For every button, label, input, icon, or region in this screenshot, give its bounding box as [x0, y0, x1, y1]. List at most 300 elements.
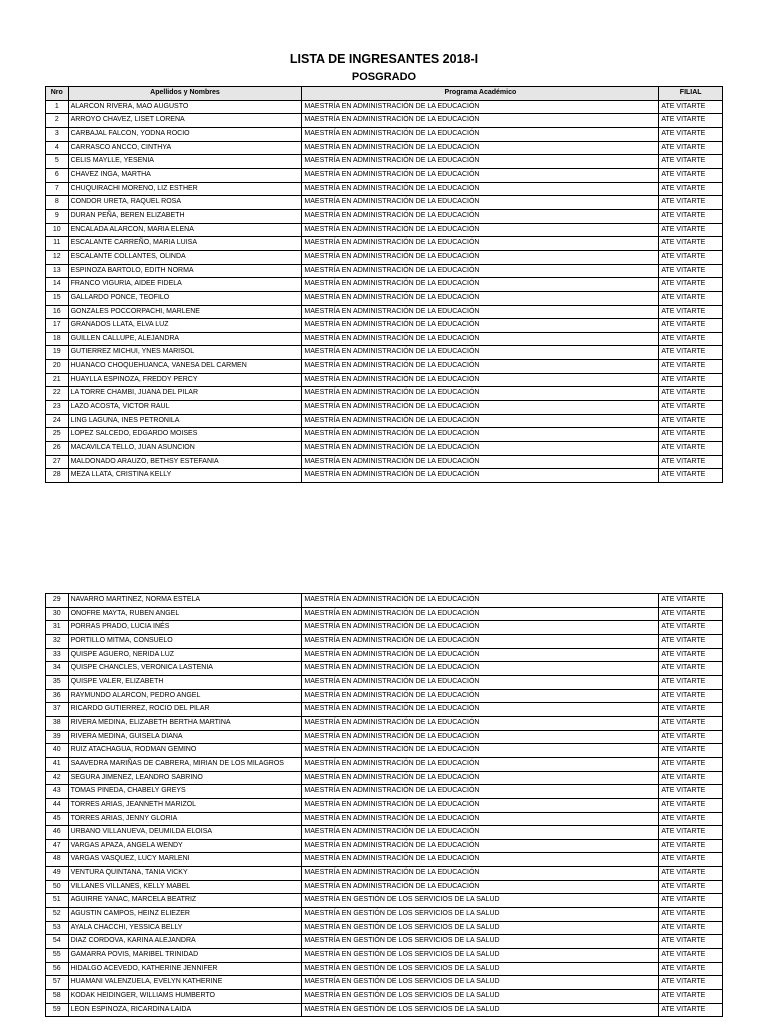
cell-filial: ATE VITARTE	[659, 168, 723, 182]
cell-nro: 4	[46, 141, 69, 155]
cell-nro: 49	[46, 867, 69, 881]
applicants-table-part-1	[45, 86, 723, 483]
table-row	[46, 428, 723, 442]
cell-program: MAESTRÍA EN ADMINISTRACIÓN DE LA EDUCACIÓN	[302, 401, 659, 415]
cell-program: MAESTRÍA EN ADMINISTRACIÓN DE LA EDUCACIÓN	[302, 428, 659, 442]
table-row	[46, 976, 723, 990]
column-header-filial: FILIAL	[659, 87, 723, 101]
cell-nro: 48	[46, 853, 69, 867]
cell-name: GUILLEN CALLUPE, ALEJANDRA	[68, 332, 302, 346]
cell-filial: ATE VITARTE	[659, 114, 723, 128]
cell-nro: 56	[46, 962, 69, 976]
cell-program: MAESTRÍA EN ADMINISTRACIÓN DE LA EDUCACIÓN	[302, 621, 659, 635]
cell-nro: 46	[46, 826, 69, 840]
cell-program: MAESTRÍA EN ADMINISTRACIÓN DE LA EDUCACIÓN	[302, 812, 659, 826]
cell-program: MAESTRÍA EN GESTIÓN DE LOS SERVICIOS DE LA SALUD	[302, 962, 659, 976]
cell-nro: 26	[46, 442, 69, 456]
cell-nro: 13	[46, 264, 69, 278]
cell-filial: ATE VITARTE	[659, 785, 723, 799]
cell-filial: ATE VITARTE	[659, 100, 723, 114]
table-row	[46, 648, 723, 662]
table-row	[46, 921, 723, 935]
cell-name: LING LAGUNA, INES PETRONILA	[68, 414, 302, 428]
cell-name: MACAVILCA TELLO, JUAN ASUNCION	[68, 442, 302, 456]
cell-nro: 8	[46, 196, 69, 210]
cell-nro: 10	[46, 223, 69, 237]
cell-name: QUISPE AGUERO, NERIDA LUZ	[68, 648, 302, 662]
cell-name: LAZO ACOSTA, VICTOR RAUL	[68, 401, 302, 415]
cell-filial: ATE VITARTE	[659, 594, 723, 608]
cell-nro: 40	[46, 744, 69, 758]
cell-name: SAAVEDRA MARIÑAS DE CABRERA, MIRIAN DE LOS MILAGROS	[68, 757, 302, 771]
cell-nro: 32	[46, 634, 69, 648]
cell-name: LOPEZ SALCEDO, EDGARDO MOISES	[68, 428, 302, 442]
cell-name: CARBAJAL FALCON, YODNA ROCIO	[68, 127, 302, 141]
cell-filial: ATE VITARTE	[659, 155, 723, 169]
cell-nro: 20	[46, 360, 69, 374]
cell-program: MAESTRÍA EN ADMINISTRACIÓN DE LA EDUCACIÓN	[302, 414, 659, 428]
table-row	[46, 990, 723, 1004]
cell-nro: 24	[46, 414, 69, 428]
cell-name: CHUQUIRACHI MORENO, LIZ ESTHER	[68, 182, 302, 196]
table-row	[46, 346, 723, 360]
cell-nro: 9	[46, 209, 69, 223]
cell-name: ESPINOZA BARTOLO, EDITH NORMA	[68, 264, 302, 278]
cell-name: RIVERA MEDINA, GUISELA DIANA	[68, 730, 302, 744]
cell-nro: 30	[46, 607, 69, 621]
cell-program: MAESTRÍA EN GESTIÓN DE LOS SERVICIOS DE LA SALUD	[302, 949, 659, 963]
cell-nro: 43	[46, 785, 69, 799]
table-row	[46, 880, 723, 894]
table-row	[46, 730, 723, 744]
cell-filial: ATE VITARTE	[659, 223, 723, 237]
cell-filial: ATE VITARTE	[659, 894, 723, 908]
table-row	[46, 373, 723, 387]
cell-program: MAESTRÍA EN GESTIÓN DE LOS SERVICIOS DE LA SALUD	[302, 935, 659, 949]
cell-program: MAESTRÍA EN ADMINISTRACIÓN DE LA EDUCACIÓN	[302, 141, 659, 155]
cell-name: LEON ESPINOZA, RICARDINA LAIDA	[68, 1003, 302, 1017]
cell-program: MAESTRÍA EN ADMINISTRACIÓN DE LA EDUCACIÓN	[302, 853, 659, 867]
cell-name: QUISPE CHANCLES, VERONICA LASTENIA	[68, 662, 302, 676]
cell-nro: 54	[46, 935, 69, 949]
cell-program: MAESTRÍA EN ADMINISTRACIÓN DE LA EDUCACIÓN	[302, 867, 659, 881]
cell-program: MAESTRÍA EN ADMINISTRACIÓN DE LA EDUCACIÓN	[302, 648, 659, 662]
table-row	[46, 387, 723, 401]
table-row	[46, 703, 723, 717]
cell-program: MAESTRÍA EN ADMINISTRACIÓN DE LA EDUCACIÓN	[302, 182, 659, 196]
cell-program: MAESTRÍA EN ADMINISTRACIÓN DE LA EDUCACIÓN	[302, 223, 659, 237]
cell-name: RIVERA MEDINA, ELIZABETH BERTHA MARTINA	[68, 716, 302, 730]
cell-filial: ATE VITARTE	[659, 332, 723, 346]
cell-filial: ATE VITARTE	[659, 880, 723, 894]
table-row	[46, 155, 723, 169]
cell-program: MAESTRÍA EN ADMINISTRACIÓN DE LA EDUCACIÓN	[302, 291, 659, 305]
cell-nro: 1	[46, 100, 69, 114]
table-row	[46, 935, 723, 949]
cell-filial: ATE VITARTE	[659, 949, 723, 963]
cell-filial: ATE VITARTE	[659, 703, 723, 717]
table-row	[46, 250, 723, 264]
cell-program: MAESTRÍA EN ADMINISTRACIÓN DE LA EDUCACIÓN	[302, 730, 659, 744]
cell-nro: 7	[46, 182, 69, 196]
cell-name: GALLARDO PONCE, TEOFILO	[68, 291, 302, 305]
cell-name: VARGAS APAZA, ANGELA WENDY	[68, 839, 302, 853]
table-row	[46, 127, 723, 141]
cell-name: SEGURA JIMENEZ, LEANDRO SABRINO	[68, 771, 302, 785]
cell-filial: ATE VITARTE	[659, 373, 723, 387]
cell-filial: ATE VITARTE	[659, 250, 723, 264]
cell-nro: 45	[46, 812, 69, 826]
table-row	[46, 962, 723, 976]
cell-name: MALDONADO ARAUZO, BETHSY ESTEFANIA	[68, 455, 302, 469]
table-row	[46, 319, 723, 333]
table-row	[46, 662, 723, 676]
cell-name: RICARDO GUTIERREZ, ROCIO DEL PILAR	[68, 703, 302, 717]
cell-nro: 27	[46, 455, 69, 469]
cell-name: CARRASCO ANCCO, CINTHYA	[68, 141, 302, 155]
cell-program: MAESTRÍA EN GESTIÓN DE LOS SERVICIOS DE LA SALUD	[302, 976, 659, 990]
table-body	[46, 594, 723, 1017]
cell-program: MAESTRÍA EN ADMINISTRACIÓN DE LA EDUCACIÓN	[302, 689, 659, 703]
cell-filial: ATE VITARTE	[659, 182, 723, 196]
cell-filial: ATE VITARTE	[659, 812, 723, 826]
table-row	[46, 689, 723, 703]
cell-nro: 34	[46, 662, 69, 676]
cell-name: DIAZ CORDOVA, KARINA ALEJANDRA	[68, 935, 302, 949]
cell-program: MAESTRÍA EN ADMINISTRACIÓN DE LA EDUCACIÓN	[302, 305, 659, 319]
table-row	[46, 853, 723, 867]
cell-filial: ATE VITARTE	[659, 908, 723, 922]
cell-nro: 28	[46, 469, 69, 483]
table-row	[46, 141, 723, 155]
table-row	[46, 332, 723, 346]
cell-filial: ATE VITARTE	[659, 867, 723, 881]
cell-name: GONZALES POCCORPACHI, MARLENE	[68, 305, 302, 319]
cell-nro: 15	[46, 291, 69, 305]
cell-program: MAESTRÍA EN ADMINISTRACIÓN DE LA EDUCACIÓN	[302, 100, 659, 114]
cell-name: AGUIRRE YANAC, MARCELA BEATRIZ	[68, 894, 302, 908]
cell-nro: 39	[46, 730, 69, 744]
cell-program: MAESTRÍA EN GESTIÓN DE LOS SERVICIOS DE LA SALUD	[302, 990, 659, 1004]
cell-program: MAESTRÍA EN ADMINISTRACIÓN DE LA EDUCACIÓN	[302, 319, 659, 333]
cell-name: VILLANES VILLANES, KELLY MABEL	[68, 880, 302, 894]
cell-filial: ATE VITARTE	[659, 141, 723, 155]
table-row	[46, 414, 723, 428]
cell-name: GUTIERREZ MICHUI, YNES MARISOL	[68, 346, 302, 360]
cell-program: MAESTRÍA EN ADMINISTRACIÓN DE LA EDUCACIÓN	[302, 703, 659, 717]
table-row	[46, 894, 723, 908]
cell-name: ESCALANTE COLLANTES, OLINDA	[68, 250, 302, 264]
cell-name: RUIZ ATACHAGUA, RODMAN GEMINO	[68, 744, 302, 758]
table-row	[46, 634, 723, 648]
cell-nro: 19	[46, 346, 69, 360]
cell-filial: ATE VITARTE	[659, 305, 723, 319]
cell-nro: 58	[46, 990, 69, 1004]
table-row	[46, 223, 723, 237]
cell-filial: ATE VITARTE	[659, 757, 723, 771]
column-header-nro: Nro	[46, 87, 69, 101]
cell-program: MAESTRÍA EN ADMINISTRACIÓN DE LA EDUCACIÓN	[302, 771, 659, 785]
table-row	[46, 209, 723, 223]
cell-program: MAESTRÍA EN ADMINISTRACIÓN DE LA EDUCACIÓN	[302, 387, 659, 401]
cell-program: MAESTRÍA EN ADMINISTRACIÓN DE LA EDUCACIÓN	[302, 209, 659, 223]
cell-nro: 31	[46, 621, 69, 635]
table-row	[46, 100, 723, 114]
table-row	[46, 839, 723, 853]
page-subtitle: POSGRADO	[351, 71, 417, 83]
cell-nro: 42	[46, 771, 69, 785]
cell-program: MAESTRÍA EN ADMINISTRACIÓN DE LA EDUCACIÓN	[302, 607, 659, 621]
cell-nro: 52	[46, 908, 69, 922]
cell-program: MAESTRÍA EN ADMINISTRACIÓN DE LA EDUCACIÓN	[302, 442, 659, 456]
cell-program: MAESTRÍA EN ADMINISTRACIÓN DE LA EDUCACIÓN	[302, 196, 659, 210]
cell-filial: ATE VITARTE	[659, 689, 723, 703]
table-row	[46, 594, 723, 608]
cell-filial: ATE VITARTE	[659, 196, 723, 210]
cell-filial: ATE VITARTE	[659, 716, 723, 730]
page-title: LISTA DE INGRESANTES 2018-I	[289, 52, 479, 66]
cell-name: ALARCON RIVERA, MAO AUGUSTO	[68, 100, 302, 114]
table-row	[46, 401, 723, 415]
cell-program: MAESTRÍA EN ADMINISTRACIÓN DE LA EDUCACIÓN	[302, 373, 659, 387]
cell-program: MAESTRÍA EN ADMINISTRACIÓN DE LA EDUCACIÓN	[302, 114, 659, 128]
cell-filial: ATE VITARTE	[659, 621, 723, 635]
table-row	[46, 114, 723, 128]
cell-nro: 53	[46, 921, 69, 935]
table-row	[46, 716, 723, 730]
cell-name: LA TORRE CHAMBI, JUANA DEL PILAR	[68, 387, 302, 401]
table-row	[46, 826, 723, 840]
cell-program: MAESTRÍA EN ADMINISTRACIÓN DE LA EDUCACIÓN	[302, 346, 659, 360]
table-row	[46, 607, 723, 621]
cell-filial: ATE VITARTE	[659, 921, 723, 935]
cell-name: AYALA CHACCHI, YESSICA BELLY	[68, 921, 302, 935]
cell-filial: ATE VITARTE	[659, 675, 723, 689]
table-row	[46, 812, 723, 826]
cell-program: MAESTRÍA EN ADMINISTRACIÓN DE LA EDUCACIÓN	[302, 594, 659, 608]
cell-program: MAESTRÍA EN ADMINISTRACIÓN DE LA EDUCACIÓN	[302, 155, 659, 169]
table-row	[46, 621, 723, 635]
table-row	[46, 757, 723, 771]
cell-name: ARROYO CHAVEZ, LISET LORENA	[68, 114, 302, 128]
cell-name: FRANCO VIGURIA, AIDEE FIDELA	[68, 278, 302, 292]
cell-name: TORRES ARIAS, JEANNETH MARIZOL	[68, 798, 302, 812]
cell-filial: ATE VITARTE	[659, 237, 723, 251]
cell-program: MAESTRÍA EN ADMINISTRACIÓN DE LA EDUCACIÓN	[302, 675, 659, 689]
cell-nro: 41	[46, 757, 69, 771]
cell-program: MAESTRÍA EN ADMINISTRACIÓN DE LA EDUCACIÓN	[302, 798, 659, 812]
cell-filial: ATE VITARTE	[659, 662, 723, 676]
cell-program: MAESTRÍA EN ADMINISTRACIÓN DE LA EDUCACIÓN	[302, 744, 659, 758]
cell-nro: 44	[46, 798, 69, 812]
table-row	[46, 744, 723, 758]
cell-program: MAESTRÍA EN ADMINISTRACIÓN DE LA EDUCACIÓN	[302, 127, 659, 141]
table-row	[46, 305, 723, 319]
cell-name: GAMARRA POVIS, MARIBEL TRINIDAD	[68, 949, 302, 963]
cell-nro: 14	[46, 278, 69, 292]
table-row	[46, 196, 723, 210]
cell-filial: ATE VITARTE	[659, 469, 723, 483]
cell-nro: 37	[46, 703, 69, 717]
cell-name: NAVARRO MARTINEZ, NORMA ESTELA	[68, 594, 302, 608]
cell-filial: ATE VITARTE	[659, 291, 723, 305]
table-row	[46, 291, 723, 305]
cell-name: AGUSTIN CAMPOS, HEINZ ELIEZER	[68, 908, 302, 922]
table-header-row	[46, 87, 723, 101]
cell-filial: ATE VITARTE	[659, 744, 723, 758]
cell-filial: ATE VITARTE	[659, 976, 723, 990]
cell-nro: 38	[46, 716, 69, 730]
cell-name: TORRES ARIAS, JENNY GLORIA	[68, 812, 302, 826]
table-row	[46, 360, 723, 374]
cell-program: MAESTRÍA EN ADMINISTRACIÓN DE LA EDUCACIÓN	[302, 662, 659, 676]
cell-filial: ATE VITARTE	[659, 209, 723, 223]
applicants-table-part-2	[45, 593, 723, 1017]
cell-program: MAESTRÍA EN ADMINISTRACIÓN DE LA EDUCACIÓN	[302, 839, 659, 853]
cell-filial: ATE VITARTE	[659, 428, 723, 442]
table-row	[46, 675, 723, 689]
cell-filial: ATE VITARTE	[659, 607, 723, 621]
cell-nro: 59	[46, 1003, 69, 1017]
cell-program: MAESTRÍA EN ADMINISTRACIÓN DE LA EDUCACIÓN	[302, 278, 659, 292]
table-row	[46, 867, 723, 881]
cell-nro: 50	[46, 880, 69, 894]
cell-program: MAESTRÍA EN ADMINISTRACIÓN DE LA EDUCACIÓN	[302, 716, 659, 730]
cell-name: GRANADOS LLATA, ELVA LUZ	[68, 319, 302, 333]
column-header-name: Apellidos y Nombres	[68, 87, 302, 101]
cell-nro: 33	[46, 648, 69, 662]
cell-filial: ATE VITARTE	[659, 826, 723, 840]
cell-nro: 55	[46, 949, 69, 963]
cell-nro: 5	[46, 155, 69, 169]
cell-program: MAESTRÍA EN ADMINISTRACIÓN DE LA EDUCACIÓN	[302, 455, 659, 469]
cell-program: MAESTRÍA EN GESTIÓN DE LOS SERVICIOS DE LA SALUD	[302, 921, 659, 935]
cell-name: HUAYLLA ESPINOZA, FREDDY PERCY	[68, 373, 302, 387]
cell-name: RAYMUNDO ALARCON, PEDRO ANGEL	[68, 689, 302, 703]
cell-filial: ATE VITARTE	[659, 455, 723, 469]
table-row	[46, 442, 723, 456]
cell-nro: 3	[46, 127, 69, 141]
table-row	[46, 771, 723, 785]
cell-nro: 11	[46, 237, 69, 251]
table-body	[46, 100, 723, 482]
cell-name: ENCALADA ALARCON, MARIA ELENA	[68, 223, 302, 237]
cell-name: HIDALGO ACEVEDO, KATHERINE JENNIFER	[68, 962, 302, 976]
cell-name: HUANACO CHOQUEHUANCA, VANESA DEL CARMEN	[68, 360, 302, 374]
cell-filial: ATE VITARTE	[659, 935, 723, 949]
cell-name: KODAK HEIDINGER, WILLIAMS HUMBERTO	[68, 990, 302, 1004]
table-row	[46, 278, 723, 292]
cell-program: MAESTRÍA EN GESTIÓN DE LOS SERVICIOS DE LA SALUD	[302, 894, 659, 908]
cell-nro: 25	[46, 428, 69, 442]
cell-nro: 51	[46, 894, 69, 908]
cell-filial: ATE VITARTE	[659, 839, 723, 853]
cell-filial: ATE VITARTE	[659, 962, 723, 976]
cell-filial: ATE VITARTE	[659, 990, 723, 1004]
cell-name: PORRAS PRADO, LUCIA INÉS	[68, 621, 302, 635]
cell-filial: ATE VITARTE	[659, 127, 723, 141]
cell-name: URBANO VILLANUEVA, DEUMILDA ELOISA	[68, 826, 302, 840]
cell-filial: ATE VITARTE	[659, 264, 723, 278]
cell-program: MAESTRÍA EN ADMINISTRACIÓN DE LA EDUCACIÓN	[302, 826, 659, 840]
cell-name: ESCALANTE CARREÑO, MARIA LUISA	[68, 237, 302, 251]
cell-nro: 6	[46, 168, 69, 182]
cell-program: MAESTRÍA EN ADMINISTRACIÓN DE LA EDUCACIÓN	[302, 360, 659, 374]
table-row	[46, 908, 723, 922]
cell-nro: 2	[46, 114, 69, 128]
cell-nro: 36	[46, 689, 69, 703]
table-row	[46, 455, 723, 469]
cell-nro: 57	[46, 976, 69, 990]
cell-filial: ATE VITARTE	[659, 730, 723, 744]
cell-nro: 29	[46, 594, 69, 608]
table-row	[46, 469, 723, 483]
cell-filial: ATE VITARTE	[659, 853, 723, 867]
cell-program: MAESTRÍA EN ADMINISTRACIÓN DE LA EDUCACIÓN	[302, 250, 659, 264]
cell-program: MAESTRÍA EN ADMINISTRACIÓN DE LA EDUCACIÓN	[302, 332, 659, 346]
cell-name: CELIS MAYLLE, YESENIA	[68, 155, 302, 169]
cell-name: TOMAS PINEDA, CHABELY GREYS	[68, 785, 302, 799]
cell-program: MAESTRÍA EN ADMINISTRACIÓN DE LA EDUCACIÓN	[302, 785, 659, 799]
cell-filial: ATE VITARTE	[659, 346, 723, 360]
column-header-program: Programa Académico	[302, 87, 659, 101]
cell-program: MAESTRÍA EN ADMINISTRACIÓN DE LA EDUCACIÓN	[302, 880, 659, 894]
cell-program: MAESTRÍA EN ADMINISTRACIÓN DE LA EDUCACIÓN	[302, 237, 659, 251]
cell-nro: 16	[46, 305, 69, 319]
cell-program: MAESTRÍA EN ADMINISTRACIÓN DE LA EDUCACIÓN	[302, 469, 659, 483]
table-row	[46, 785, 723, 799]
cell-nro: 47	[46, 839, 69, 853]
cell-name: CHAVEZ INGA, MARTHA	[68, 168, 302, 182]
cell-name: DURAN PEÑA, BEREN ELIZABETH	[68, 209, 302, 223]
cell-program: MAESTRÍA EN ADMINISTRACIÓN DE LA EDUCACIÓN	[302, 168, 659, 182]
cell-name: QUISPE VALER, ELIZABETH	[68, 675, 302, 689]
cell-program: MAESTRÍA EN ADMINISTRACIÓN DE LA EDUCACIÓN	[302, 757, 659, 771]
cell-filial: ATE VITARTE	[659, 442, 723, 456]
cell-filial: ATE VITARTE	[659, 360, 723, 374]
cell-filial: ATE VITARTE	[659, 798, 723, 812]
cell-name: VENTURA QUINTANA, TANIA VICKY	[68, 867, 302, 881]
table-row	[46, 1003, 723, 1017]
cell-filial: ATE VITARTE	[659, 319, 723, 333]
cell-program: MAESTRÍA EN GESTIÓN DE LOS SERVICIOS DE LA SALUD	[302, 908, 659, 922]
cell-name: HUAMANI VALENZUELA, EVELYN KATHERINE	[68, 976, 302, 990]
cell-filial: ATE VITARTE	[659, 387, 723, 401]
cell-nro: 12	[46, 250, 69, 264]
cell-name: CONDOR URETA, RAQUEL ROSA	[68, 196, 302, 210]
cell-nro: 21	[46, 373, 69, 387]
cell-name: VARGAS VASQUEZ, LUCY MARLENI	[68, 853, 302, 867]
table-row	[46, 182, 723, 196]
cell-filial: ATE VITARTE	[659, 771, 723, 785]
cell-nro: 22	[46, 387, 69, 401]
cell-program: MAESTRÍA EN ADMINISTRACIÓN DE LA EDUCACIÓN	[302, 634, 659, 648]
cell-name: PORTILLO MITMA, CONSUELO	[68, 634, 302, 648]
cell-program: MAESTRÍA EN GESTIÓN DE LOS SERVICIOS DE LA SALUD	[302, 1003, 659, 1017]
cell-nro: 18	[46, 332, 69, 346]
table-row	[46, 237, 723, 251]
cell-nro: 35	[46, 675, 69, 689]
cell-program: MAESTRÍA EN ADMINISTRACIÓN DE LA EDUCACIÓN	[302, 264, 659, 278]
cell-nro: 17	[46, 319, 69, 333]
cell-name: ONOFRE MAYTA, RUBEN ANGEL	[68, 607, 302, 621]
cell-filial: ATE VITARTE	[659, 401, 723, 415]
table-row	[46, 168, 723, 182]
cell-filial: ATE VITARTE	[659, 1003, 723, 1017]
table-row	[46, 949, 723, 963]
cell-filial: ATE VITARTE	[659, 634, 723, 648]
table-row	[46, 798, 723, 812]
